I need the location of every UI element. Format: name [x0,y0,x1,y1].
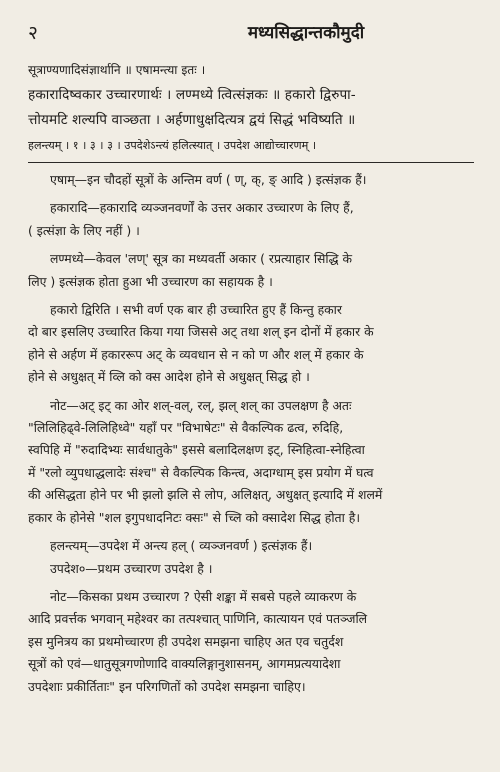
text-line: उपदेशाः प्रकीर्तिताः" इन परिगणितों को उपदेश समझना चाहिए। [28,678,306,694]
sutra-line: हलन्त्यम् । १ । ३ । ३ । उपदेशेऽन्त्यं हलित्स्यात् । उपदेश आद्योच्चारणम् । [28,139,317,152]
sutra-line: हकारादिष्वकार उच्चारणार्थः । लण्मध्ये त्वित्संज्ञकः ॥ हकारो द्विरुपा- [28,87,356,103]
text-line: नोट—किसका प्रथम उच्चारण ? ऐसी शङ्का में सबसे पहले व्याकरण के [50,588,357,604]
page-header [28,20,474,48]
page-number: २ [28,22,38,44]
text-line: में "रलो व्युपधाद्धलादेः संश्च" से वैकल्पिक किन्त्व, अदाग्धाम् इस प्रयोग में घत्व [28,464,374,480]
commentary-paragraph-note-2 [28,586,474,698]
text-line: नोट—अट् इट् का ओर शल्-वल्, रल्, झल् शल् का उपलक्षण है अतः [50,397,352,413]
sutra-line: त्तोयमटि शल्यपि वाञ्छता । अर्हणाधुक्षदित्यत्र द्वयं सिद्धं भविष्यति ॥ [28,112,356,128]
text-line: की असिद्धता होने पर भी झलो झलि से लोप, अलिक्षत्, अधुक्षत् इत्यादि में शलमें [28,487,383,503]
text-line: दो बार इसलिए उच्चारित किया गया जिससे अट् तथा शल् इन दोनों में हकार के [28,324,374,340]
text-line: एषाम्—इन चौदहों सूत्रों के अन्तिम वर्ण ( ण्, क्, ङ् आदि ) इत्संज्ञक हैं। [50,172,367,187]
text-line: ( इत्संज्ञा के लिए नहीं ) । [28,222,140,238]
commentary-paragraph-note-1 [28,395,474,529]
section-divider [28,162,474,163]
commentary-paragraph-hakaro-dvir [28,299,474,389]
text-line: सूत्रों को एवं—धातुसूत्रगणोणादि वाक्यलिङ्गानुशासनम्, आगमप्रत्ययादेशा [28,656,341,672]
commentary-paragraph-halantyam [28,535,474,580]
text-line: हलन्त्यम्—उपदेश में अन्त्य हल् ( व्यञ्जनवर्ण ) इत्संज्ञक हैं। [50,538,313,554]
text-line: हकारादि—हकारादि व्यञ्जनवर्णों के उत्तर अकार उच्चारण के लिए हैं, [50,200,354,216]
text-line: हकार के होनेसे "शल इगुपधादनिटः क्सः" से च्लि को क्सादेश सिद्ध होता है। [28,509,361,525]
text-line: आदि प्रवर्त्तक भगवान् महेश्वर का तत्पश्चात् पाणिनि, कात्यायन एवं पतञ्जलि [28,611,368,627]
commentary-paragraph-esham [28,169,474,191]
text-line: इस मुनित्रय का प्रथमोच्चारण ही उपदेश समझना चाहिए अत एव चतुर्दश [28,633,344,649]
text-line: स्वपिहि में "रुदादिभ्यः सार्वधातुके" इससे बलादिलक्षण इट्, स्निहित्वा-स्नेहित्वा [28,442,365,458]
text-line: लिए ) इत्संज्ञक होता हुआ भी उच्चारण का सहायक है । [28,273,273,289]
running-title: मध्यसिद्धान्तकौमुदी [247,23,365,43]
commentary [28,169,474,698]
commentary-paragraph-lanmadhye [28,248,474,293]
sutra-line: सूत्राण्यणादिसंज्ञार्थानि ॥ एषामन्त्या इतः । [28,63,206,77]
text-line: हकारो द्विरिति । सभी वर्ण एक बार ही उच्चारित हुए हैं किन्तु हकार [50,302,342,318]
text-line: होने से अर्हण में हकाररूप अट् के व्यवधान से न को ण और शल् में हकार के [28,346,364,362]
text-line: लण्मध्ये—केवल 'लण्' सूत्र का मध्यवर्ती अकार ( रप्रत्याहार सिद्धि के [50,251,352,267]
sutra-block [28,58,474,158]
text-line: "लिलिहिढ्वे-लिलिहिध्वे" यहाँ पर "विभाषेटः" से वैकल्पिक ढत्व, रुदिहि, [28,420,344,436]
text-line: उपदेश०—प्रथम उच्चारण उपदेश है । [50,560,213,576]
text-line: होने से अधुक्षत् में व्लि को क्स आदेश होने से अधुक्षत् सिद्ध हो । [28,369,310,385]
commentary-paragraph-hakaradi [28,197,474,242]
